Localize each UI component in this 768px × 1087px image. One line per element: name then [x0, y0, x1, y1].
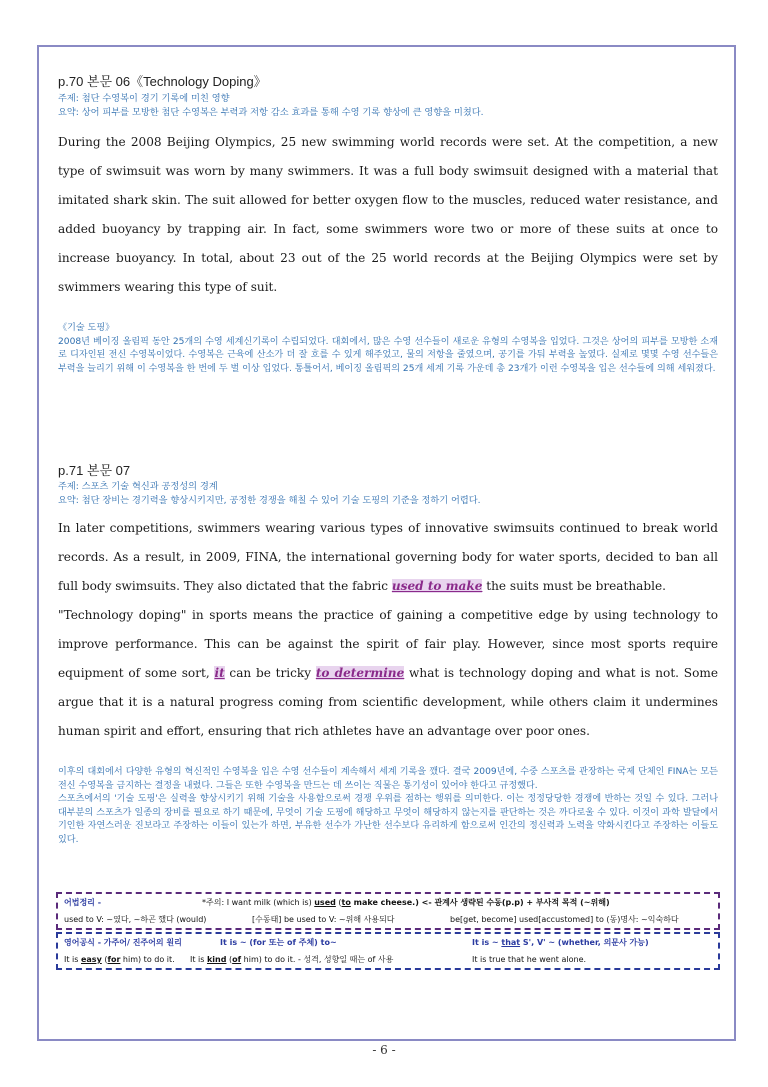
formula-row-2 [62, 951, 714, 968]
formula-row-1 [62, 934, 714, 951]
section1-translation-title: 《기술 도핑》 [58, 323, 115, 333]
grammar-summary-box [56, 892, 720, 930]
section2-summary: 요약: 첨단 장비는 경기력을 향상시키지만, 공정한 경쟁을 해칠 수 있어 기술 도핑의 기준을 정하기 어렵다. [58, 495, 481, 506]
grammar-label: 어법정리 - [64, 898, 102, 907]
example-easy: It is easy (for him) to do it. [64, 955, 175, 964]
grammar-used-to: used to V: ~였다, ~하곤 했다 (would) [64, 915, 207, 924]
grammar-row-1 [62, 894, 714, 911]
grammar-note: *주의: I want milk (which is) used (to make cheese.) <- 관계사 생략된 수동(p.p) + 부사적 목적 (~위해) [202, 898, 610, 907]
section2-heading: p.71 본문 07 [58, 463, 131, 478]
formula-label: 영어공식 - 가주어/ 진주어의 원리 [64, 938, 182, 947]
p2-text-a: "Technology doping" in sports means the practice of gaining a competitive edge by using technology to improve performance. This can be against the spirit of fair play. However, since most sports require equipment of some sort, [58, 608, 718, 680]
section2-paragraph-2 [58, 601, 718, 746]
grammar-be-used-to: [수동태] be used to V: ~위해 사용되다 [252, 915, 395, 924]
section2-topic: 주제: 스포츠 기술 혁신과 공정성의 경계 [58, 481, 218, 492]
section1-heading: p.70 본문 06《Technology Doping》 [58, 74, 267, 89]
section2-translation-block [58, 766, 718, 847]
page-number: - 6 - [372, 1043, 396, 1057]
p2-text-b: what is technology doping and what is not. Some argue that it is a natural progress coming from scientific development, while others claim it undermines human spirit and effort, ensuring that rich athletes have an advantage over poor ones. [58, 666, 718, 738]
example-kind: It is kind (of him) to do it. - 성격, 성향일 때는 of 사용 [190, 955, 394, 964]
grammar-row-2 [62, 911, 714, 928]
formula-that: It is ~ that S', V' ~ (whether, 의문사 가능) [472, 938, 649, 947]
example-true-that: It is true that he went alone. [472, 955, 587, 964]
highlight-used-to-make: used to make [391, 579, 483, 593]
p1-text-a: In later competitions, swimmers wearing various types of innovative swimsuits continued to break world records. As a result, in 2009, FINA, the international governing body for water sports, decided to ban all full body swimsuits. They also dictated that the fabric [58, 521, 718, 593]
english-formula-box [56, 932, 720, 970]
section1-passage: During the 2008 Beijing Olympics, 25 new swimming world records were set. At the competition, a new type of swimsuit was worn by many swimmers. It was a full body swimsuit designed with a material that imitated shark skin. The suit allowed for better oxygen flow to the muscles, reduced water resistance, and added buoyancy by trapping air. In fact, some swimmers wore two or more of these suits at once to increase buoyancy. In total, about 23 out of the 25 world records at the Beijing Olympics were set by swimmers wearing this type of suit. [58, 135, 718, 294]
section1-translation-block [58, 322, 718, 376]
section1-summary: 요약: 상어 피부를 모방한 첨단 수영복은 부력과 저항 감소 효과를 통해 수영 기록 향상에 큰 영향을 미쳤다. [58, 107, 484, 118]
p2-text-mid: can be tricky [224, 666, 316, 680]
section1-translation: 2008년 베이징 올림픽 동안 25개의 수영 세계신기록이 수립되었다. 대회에서, 많은 수영 선수들이 새로운 유형의 수영복을 입었다. 그것은 상어의 피부를 모방한 소재로 디자인된 전신 수영복이었다. 수영복은 근육에 산소가 더 잘 흐를 수 있게 해주었고, 물의 저항을 줄였으며, 공기를 가둬 부력을 높였다. 실제로 몇몇 수영 선수들은 부력을 늘리기 위해 이 수영복을 한 번에 두 벌 이상 입었다. 통틀어서, 베이징 올림픽의 25개 세계 기록 가운데 총 23개가 이런 수영복을 입은 선수들에 의해 세워졌다. [58, 336, 718, 374]
p1-text-b: the suits must be breathable. [482, 579, 666, 593]
grammar-be-accustomed-to: be[get, become] used[accustomed] to (동)명사: ~익숙하다 [450, 915, 679, 924]
section1-topic: 주제: 첨단 수영복이 경기 기록에 미친 영향 [58, 93, 230, 104]
formula-for-of: It is ~ (for 또는 of 주체) to~ [220, 938, 337, 947]
section2-paragraph-1 [58, 514, 718, 601]
highlight-to-determine: to determine [315, 666, 405, 680]
highlight-it: it [214, 666, 225, 680]
section2-translation-1: 이후의 대회에서 다양한 유형의 혁신적인 수영복을 입은 수영 선수들이 계속해서 세계 기록을 깼다. 결국 2009년에, 수중 스포츠를 관장하는 국제 단체인 FINA는 모든 전신 수영복을 금지하는 결정을 내렸다. 그들은 또한 수영복을 만드는 데 쓰이는 직물은 통기성이 있어야 한다고 규정했다. [58, 767, 718, 791]
section2-translation-2: 스포츠에서의 '기술 도핑'은 실력을 향상시키기 위해 기술을 사용함으로써 경쟁 우위를 점하는 행위를 의미한다. 이는 정정당당한 경쟁에 반하는 것일 수 있다. 그러나 대부분의 스포츠가 일종의 장비를 필요로 하기 때문에, 무엇이 기술 도핑에 해당하고 무엇이 해당하지 않는지를 판단하는 것은 까다로울 수 있다. 이것이 과학 발달에서 기인한 자연스러운 진보라고 주장하는 이들이 있는가 하면, 부유한 선수가 가난한 선수보다 유리하게 함으로써 인간의 정신력과 노력을 약화시킨다고 주장하는 이들도 있다. [58, 794, 718, 845]
section2-passage [58, 514, 718, 746]
